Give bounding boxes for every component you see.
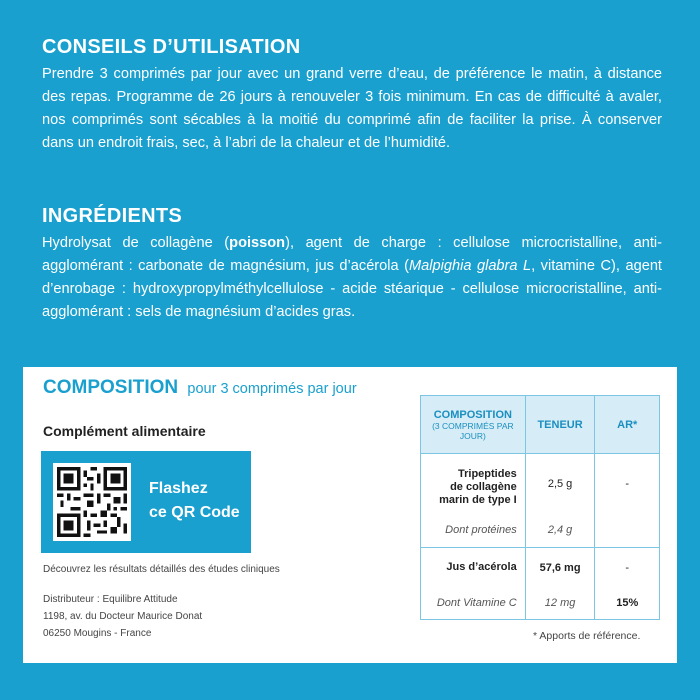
row-value: 2,4 g — [525, 514, 595, 548]
row-value: 57,6 mg — [525, 548, 595, 588]
distributor-line: Distributeur : Equilibre Attitude — [43, 594, 178, 605]
header-subtext: (3 COMPRIMÉS PAR JOUR) — [432, 420, 514, 441]
ingredients-part1: Hydrolysat de collagène ( — [42, 235, 230, 251]
distributor-line: 06250 Mougins - France — [43, 628, 152, 639]
table-row — [421, 548, 660, 588]
ingredients-section — [42, 205, 662, 324]
composition-panel — [23, 367, 677, 663]
ingredients-part3: , vitamine C), agent d’enrobage : hydroxypropylméthylcellulose - acide stéarique - cellulose microcristalline, anti-agglomérant : sels de magnésium d’acides gras. — [42, 258, 662, 320]
latin-name: Malpighia glabra L — [409, 258, 532, 274]
qr-caption-line2: ce QR Code — [149, 504, 240, 521]
header-teneur: TENEUR — [525, 396, 595, 454]
ingredients-title: INGRÉDIENTS — [42, 205, 182, 227]
row-ar: - — [595, 454, 660, 514]
usage-text: Prendre 3 comprimés par jour avec un grand verre d’eau, de préférence le matin, à distance des repas. Programme de 26 jours à renouveler 3 fois minimum. En cas de difficulté à avaler, nos comprimés sont sécables à la moitié du comprimé afin de faciliter la prise. À conserver dans un endroit frais, sec, à l’abri de la chaleur et de l’humidité. — [42, 66, 662, 151]
ingredients-text — [42, 232, 662, 324]
table-row — [421, 454, 660, 514]
row-ar: - — [595, 548, 660, 588]
allergen: poisson — [229, 235, 286, 251]
composition-table — [420, 395, 660, 620]
qr-caption — [149, 477, 240, 525]
row-value: 12 mg — [525, 588, 595, 620]
qr-banner[interactable] — [41, 451, 251, 553]
row-label: Tripeptides de collagène marin de type I — [421, 454, 526, 514]
row-ar — [595, 514, 660, 548]
usage-section — [42, 36, 662, 155]
usage-title: CONSEILS D’UTILISATION — [42, 36, 301, 58]
table-row — [421, 514, 660, 548]
category-label: Complément alimentaire — [43, 423, 206, 439]
qr-caption-line1: Flashez — [149, 480, 208, 497]
composition-heading: COMPOSITION — [43, 377, 179, 398]
header-composition: COMPOSITION (3 COMPRIMÉS PAR JOUR) — [421, 396, 526, 454]
row-value: 2,5 g — [525, 454, 595, 514]
discover-text: Découvrez les résultats détaillés des études cliniques — [43, 564, 280, 575]
row-label: Jus d’acérola — [421, 548, 526, 588]
table-row — [421, 588, 660, 620]
header-ar: AR* — [595, 396, 660, 454]
row-label: Dont protéines — [421, 514, 526, 548]
row-label: Dont Vitamine C — [421, 588, 526, 620]
row-ar: 15% — [595, 588, 660, 620]
ingredients-part2: ), agent de charge : cellulose microcristalline, anti-agglomérant : carbonate de magnésium, jus d’acérola ( — [42, 235, 662, 274]
composition-subtitle: pour 3 comprimés par jour — [187, 381, 357, 397]
distributor-info — [43, 591, 202, 642]
qr-code-icon[interactable] — [53, 463, 131, 541]
distributor-line: 1198, av. du Docteur Maurice Donat — [43, 611, 203, 622]
footnote: * Apports de référence. — [533, 630, 641, 642]
composition-title — [43, 377, 357, 399]
